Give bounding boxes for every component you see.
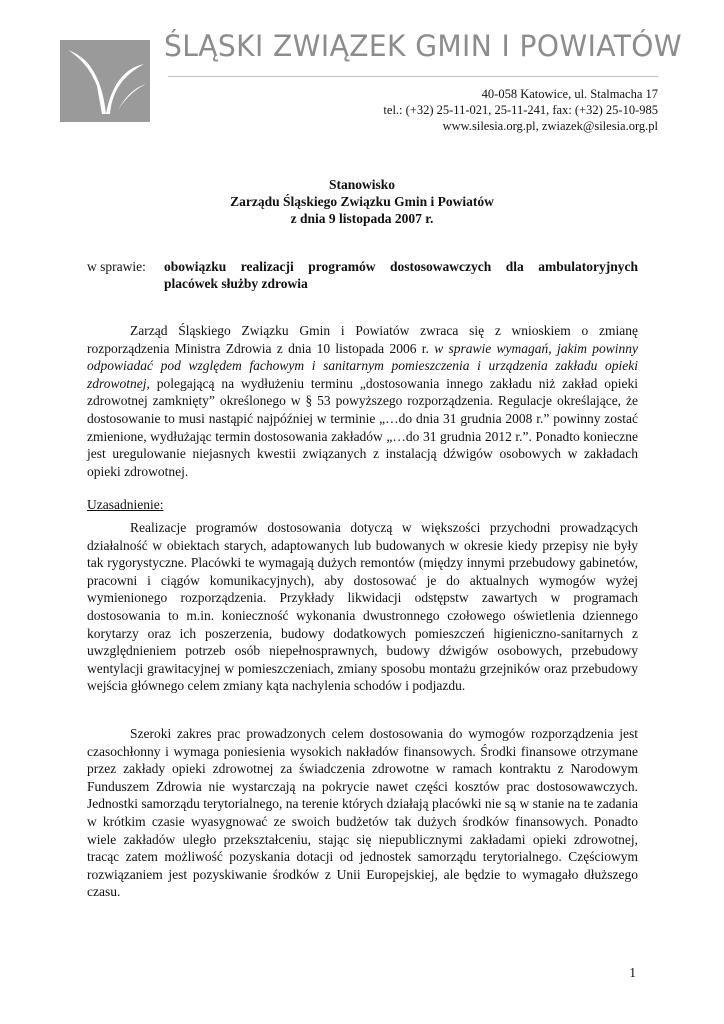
title-line-3: z dnia 9 listopada 2007 r.: [290, 211, 434, 226]
page-number: 1: [629, 965, 636, 980]
document-title: [0, 176, 724, 227]
paragraph-1: [87, 322, 638, 480]
regarding-label: w sprawie:: [87, 259, 146, 274]
paragraph-2: Realizacje programów dostosowania dotyczą w większości przychodni prowadzących działalność w obiektach starych, adaptowanych lub budowanych w okresie kiedy przepisy nie były tak rygorystyczne. Placówki te wymagają dużych remontów (między innymi przebudowy gabinetów, pracowni i ciągów komunikacyjnych), aby dostosować je do aktualnych wymogów wyżej wymienionego rozporządzenia. Przykłady likwidacji odstępstw zawartych w programach dostosowania to m.in. konieczność wykonania dwustronnego czołowego oświetlenia dziennego korytarzy oraz ich poszerzenia, budowy dodatkowych pomieszczeń higieniczno-sanitarnych z uwzględnieniem potrzeb osób niepełnosprawnych, budowy dźwigów osobowych, przebudowy wentylacji grawitacyjnej w pomieszczeniach, zmiany sposobu montażu grzejników oraz przebudowy wejścia głównego celem zmiany kąta nachylenia schodów i podjazdu.: [87, 520, 638, 694]
regarding-section: [87, 258, 638, 292]
organization-name: ŚLĄSKI ZWIĄZEK GMIN I POWIATÓW: [164, 29, 683, 63]
title-line-2: Zarządu Śląskiego Związku Gmin i Powiatów: [230, 194, 494, 209]
header-divider: [168, 76, 658, 77]
paragraph-1-text-a: Zarząd Śląskiego Związku Gmin i Powiatów zwraca się z wnioskiem o zmianę rozporządzenia Ministra Zdrowia z dnia 10 listopada 2006 r.: [87, 323, 638, 356]
paragraph-3: Szeroki zakres prac prowadzonych celem dostosowania do wymogów rozporządzenia jest czasochłonny i wymaga poniesienia wysokich nakładów finansowych. Środki finansowe otrzymane przez zakłady opieki zdrowotnej za świadczenia zdrowotne w ramach kontraktu z Narodowym Funduszem Zdrowia nie wystarczają na pokrycie nawet części kosztów prac dostosowawczych. Jednostki samorządu terytorialnego, na terenie których działają placówki nie są w stanie na te zadania w krótkim czasie wyasygnować ze swoich budżetów tak dużych środków finansowych. Ponadto wiele zakładów uległo przekształceniu, stając się niepublicznymi zakładami opieki zdrowotnej, tracąc zatem możliwość pozyskania dotacji od jednostek samorządu terytorialnego. Częściowym rozwiązaniem jest pozyskiwanie środków z Unii Europejskiej, ale będzie to wymagało dłuższego czasu.: [87, 726, 638, 900]
regarding-subject: obowiązku realizacji programów dostosowawczych dla ambulatoryjnych placówek służby zdrowia: [164, 259, 638, 291]
web-email: www.silesia.org.pl, zwiazek@silesia.org.pl: [442, 119, 658, 133]
contact-block: [383, 86, 658, 134]
phone-fax: tel.: (+32) 25-11-021, 25-11-241, fax: (+32) 25-10-985: [383, 103, 658, 117]
address: 40-058 Katowice, ul. Stalmacha 17: [481, 87, 658, 101]
szgip-logo-icon: [60, 40, 150, 122]
paragraph-1-italic: w sprawie wymagań, jakim powinny odpowiadać pod względem fachowym i sanitarnym pomieszczenia i urządzenia zakładu opieki zdrowotnej: [87, 340, 638, 391]
paragraph-1-text-b: , polegającą na wydłużeniu terminu „dostosowania innego zakładu niż zakład opieki zdrowotnej zamknięty” określonego w § 53 powyższego rozporządzenia. Regulacje określające, że dostosowanie to musi nastąpić najpóźniej w terminie „…do dnia 31 grudnia 2008 r.” powinny zostać zmienione, wydłużając termin dostosowania zakładów „…do 31 grudnia 2012 r.”. Ponadto konieczne jest uregulowanie niejasnych kwestii związanych z instalacją dźwigów osobowych w zakładach opieki zdrowotnej.: [87, 375, 638, 479]
justification-heading: Uzasadnienie:: [87, 497, 164, 512]
title-line-1: Stanowisko: [328, 177, 396, 192]
